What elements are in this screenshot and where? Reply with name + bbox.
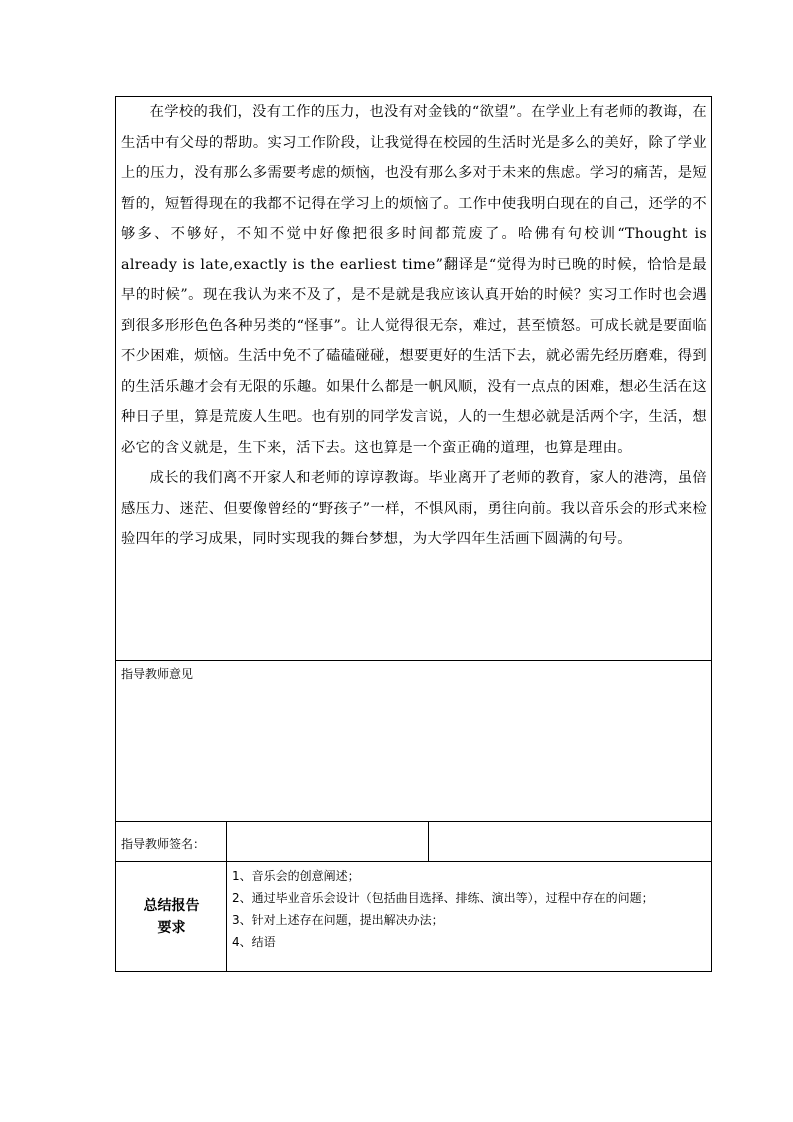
advisor-opinion-field[interactable] [116, 679, 711, 821]
requirements-list [232, 865, 710, 953]
essay-paragraph-1: 在学校的我们，没有工作的压力，也没有对金钱的“欲望”。在学业上有老师的教诲，在生活中有父母的帮助。实习工作阶段，让我觉得在校园的生活时光是多么的美好，除了学业上的压力，没有那么多需要考虑的烦恼，也没有那么多对于未来的焦虑。学习的痛苦，是短暂的，短暂得现在的我都不记得在学习上的烦恼了。工作中使我明白现在的自己，还学的不够多、不够好，不知不觉中好像把很多时间都荒废了。哈佛有句校训“Thought is already is late,exactly is the earliest time”翻译是“觉得为时已晚的时候，恰恰是最早的时候”。现在我认为来不及了，是不是就是我应该认真开始的时候？实习工作时也会遇到很多形形色色各种另类的“怪事”。让人觉得很无奈，难过，甚至愤怒。可成长就是要面临不少困难，烦恼。生活中免不了磕磕碰碰，想要更好的生活下去，就必需先经历磨难，得到的生活乐趣才会有无限的乐趣。如果什么都是一帆风顺，没有一点点的困难，想必生活在这种日子里，算是荒废人生吧。也有别的同学发言说，人的一生想必就是活两个字，生活，想必它的含义就是，生下来，活下去。这也算是一个蛮正确的道理，也算是理由。 [121, 104, 707, 456]
requirements-title: 总结报告要求 [143, 898, 200, 936]
essay-paragraph-2: 成长的我们离不开家人和老师的谆谆教诲。毕业离开了老师的教育，家人的港湾，虽倍感压力、迷茫、但要像曾经的“野孩子”一样，不惧风雨，勇往向前。我以音乐会的形式来检验四年的学习成果，同时实现我的舞台梦想，为大学四年生活画下圆满的句号。 [121, 470, 707, 547]
requirement-item: 1、音乐会的创意阐述； [232, 869, 360, 883]
requirement-item: 4、结语 [232, 935, 276, 949]
essay-section [121, 97, 707, 555]
requirement-item: 2、通过毕业音乐会设计（包括曲目选择、排练、演出等），过程中存在的问题； [232, 891, 654, 905]
requirement-item: 3、针对上述存在问题，提出解决办法； [232, 913, 444, 927]
advisor-opinion-label: 指导教师意见 [121, 667, 194, 681]
signature-date-field[interactable] [429, 822, 711, 861]
advisor-signature-field[interactable] [227, 822, 428, 861]
report-form-table [115, 96, 712, 972]
row-divider [116, 861, 711, 862]
row-divider [116, 660, 711, 661]
advisor-signature-label: 指导教师签名： [121, 837, 206, 851]
